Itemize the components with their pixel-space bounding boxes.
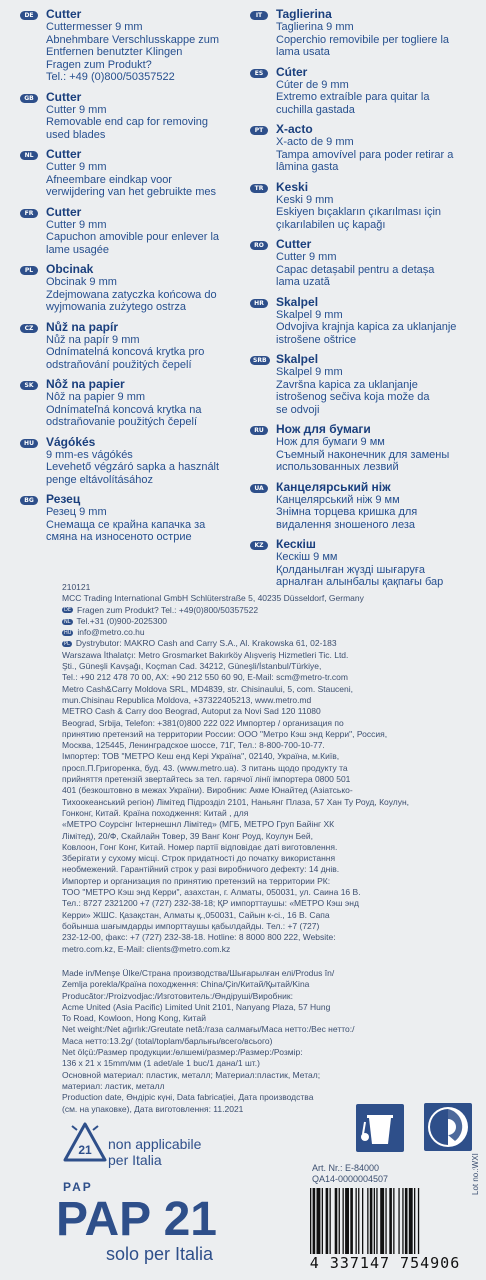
barcode-digits: 4 337147 754906 bbox=[306, 1254, 464, 1272]
contact-line: Импортер и организация по принятию претензий на территории РК: bbox=[62, 875, 331, 886]
language-title: Резец bbox=[46, 492, 81, 506]
language-entry-ua bbox=[250, 481, 486, 532]
language-line: Съемный наконечник для замены bbox=[276, 448, 450, 461]
contact-line: принятию претензий на территории России: ООО "Метро Кэш энд Керри", Россия, bbox=[62, 728, 388, 739]
article-number: Art. Nr.: E-84000 bbox=[312, 1163, 380, 1173]
language-line: Fragen zum Produkt? bbox=[46, 58, 152, 71]
language-badge: SK bbox=[20, 381, 38, 390]
contact-nl-row bbox=[62, 616, 472, 627]
contact-line: Metro Cash&Carry Moldova SRL, MD4839, str. Chisinaului, 5, com. Stauceni, bbox=[62, 683, 354, 694]
language-badge: PL bbox=[20, 266, 38, 275]
barcode-bar bbox=[376, 1188, 377, 1254]
article-info bbox=[312, 1163, 388, 1185]
language-line: Cuttermesser 9 mm bbox=[46, 21, 143, 33]
language-line: Cutter 9 mm bbox=[46, 103, 107, 116]
language-badge: NL bbox=[20, 151, 38, 160]
language-entry-nl bbox=[20, 148, 256, 199]
language-line: Tel.: +49 (0)800/50357522 bbox=[46, 71, 175, 83]
barcode-bar bbox=[339, 1188, 340, 1254]
language-line: Нож для бумаги 9 мм bbox=[276, 436, 385, 448]
language-line: verwijdering van het gebruikte mes bbox=[46, 186, 216, 198]
language-line: Знімна торцева кришка для bbox=[276, 506, 418, 518]
barcode-bar bbox=[393, 1188, 394, 1254]
contact-line: просп.П.Григоренка, буд. 43. (www.metro.ua). З питань щодо продукту та bbox=[62, 762, 348, 773]
language-line: lama usata bbox=[276, 46, 330, 58]
language-line: odstraňování použitých čepelí bbox=[46, 358, 192, 371]
language-line: se odvoji bbox=[276, 403, 320, 416]
language-entry-bg bbox=[20, 493, 256, 544]
language-line: istrošenog sečiva koja može da bbox=[276, 391, 430, 403]
language-line: used blades bbox=[46, 128, 106, 141]
de-badge: DE bbox=[64, 607, 72, 614]
origin-line: To Road, Kowloon, Hong Kong, Китай bbox=[62, 1013, 206, 1024]
barcode-bar bbox=[322, 1188, 323, 1254]
language-line: lame usagée bbox=[46, 243, 109, 256]
green-dot-icon bbox=[424, 1103, 472, 1151]
language-entry-fr bbox=[20, 206, 256, 257]
language-title: Nůž na papír bbox=[46, 319, 119, 334]
contact-line: Гонконг, Китай. Країна походження: Китай , для bbox=[62, 807, 249, 818]
language-entry-sk bbox=[20, 378, 256, 429]
language-title: Канцелярський ніж bbox=[276, 479, 391, 494]
barcode-bar bbox=[405, 1188, 408, 1254]
language-line: Skalpel 9 mm bbox=[276, 308, 343, 321]
contact-line: «МЕТРО Соурсінг Інтернешнл Лімітед» (МГБ, МЕТРО Груп Байінг ХК bbox=[62, 819, 335, 830]
barcode-bar bbox=[310, 1188, 311, 1260]
language-line: Odvojiva krajnja kapica za uklanjanje bbox=[276, 321, 457, 333]
language-line: Coperchio removibile per togliere la bbox=[276, 33, 450, 46]
language-title: Skalpel bbox=[276, 294, 319, 309]
barcode-bar bbox=[385, 1188, 386, 1254]
language-entry-ru bbox=[250, 423, 486, 474]
barcode-bar bbox=[362, 1188, 363, 1254]
language-line: Кескіш 9 мм bbox=[276, 551, 338, 563]
contact-line: Лімітед), 20/Ф, Скайлайн Товер, 39 Ванг Конг Роуд, Коулун Бей, bbox=[62, 830, 314, 841]
language-entry-es bbox=[250, 66, 486, 117]
contact-code: 210121 bbox=[62, 582, 91, 592]
language-line: Abnehmbare Verschlusskappe zum bbox=[46, 33, 220, 46]
language-title: Cutter bbox=[276, 237, 312, 251]
language-badge: IT bbox=[250, 11, 268, 20]
language-entry-pt bbox=[250, 123, 486, 174]
origin-line: Net ölçü:/Размер продукции:/өлшемі/размер:/Размер:/Розмір: bbox=[62, 1047, 303, 1058]
language-line: Cutter 9 mm bbox=[46, 161, 107, 173]
language-line: 9 mm-es vágókés bbox=[46, 448, 133, 461]
language-line: Removable end cap for removing bbox=[46, 116, 209, 128]
article-code: QA14-0000004507 bbox=[312, 1174, 389, 1184]
language-line: Резец 9 mm bbox=[46, 506, 107, 518]
contact-line: mun.Chisinau Republica Moldova, +37322405213, www.metro.md bbox=[62, 694, 312, 705]
language-badge: TR bbox=[250, 184, 268, 193]
language-line: odstraňovanie použitých čepelí bbox=[46, 416, 198, 428]
contact-line: Tel.: +90 212 478 70 00, AX: +90 212 550 60 90, E-Mail: scm@metro-tr.com bbox=[62, 672, 348, 683]
language-badge: RU bbox=[250, 426, 268, 435]
recycling-number: 21 bbox=[78, 1143, 92, 1157]
barcode-bar bbox=[345, 1188, 349, 1254]
language-line: Taglierina 9 mm bbox=[276, 21, 354, 33]
pap-code-small: PAP bbox=[63, 1180, 93, 1194]
contact-company: MCC Trading International GmbH Schlüterstraße 5, 40235 Düsseldorf, Germany bbox=[62, 593, 364, 604]
contact-line: Beograd, Srbija, Telefon: +381(0)800 222 022 Импортер / организация по bbox=[62, 717, 344, 728]
language-line: Nôž na papier 9 mm bbox=[46, 391, 146, 403]
language-line: X-acto de 9 mm bbox=[276, 136, 354, 148]
contact-de-line: Fragen zum Produkt? Tel.: +49(0)800/50357522 bbox=[77, 604, 259, 615]
origin-line: Net weight:/Net ağırlık:/Greutate netă:/газа салмағы/Маса нетто:/Вес нетто:/ bbox=[62, 1024, 355, 1035]
origin-line: Made in/Menşe Ülke/Страна производства/Шығарылған елі/Produs în/ bbox=[62, 968, 335, 978]
origin-line: Producător:/Proizvodjac:/Изготовитель:/Өндіруші/Виробник: bbox=[62, 990, 293, 1001]
origin-line: (см. на упаковке), Дата виготовлення: 11.2021 bbox=[62, 1103, 244, 1114]
solo-per-italia: solo per Italia bbox=[106, 1244, 214, 1264]
language-badge: DE bbox=[20, 11, 38, 20]
origin-line: Основной материал: пластик, металл; Материал:пластик, Метал; bbox=[62, 1069, 321, 1080]
barcode-bar bbox=[389, 1188, 392, 1254]
language-title: Skalpel bbox=[276, 352, 319, 366]
contact-de-row bbox=[62, 605, 472, 616]
language-line: Capuchon amovible pour enlever la bbox=[46, 231, 220, 243]
language-line: istrošene oštrice bbox=[276, 333, 357, 346]
contact-line: необмежений. Гарантійний строк у разі виробничого дефекту: 14 днів. bbox=[62, 864, 340, 875]
barcode-bar bbox=[367, 1188, 368, 1260]
language-line: çıkarılabilen uç kapağı bbox=[276, 218, 386, 231]
origin-line: Acme United (Asia Pacific) Limited Unit 2101, Nanyang Plaza, 57 Hung bbox=[62, 1001, 331, 1012]
language-line: Cutter 9 mm bbox=[46, 218, 107, 231]
barcode-bar bbox=[409, 1188, 413, 1254]
language-entry-gb bbox=[20, 91, 256, 142]
contact-line: Керри» ЖШС. Қазақстан, Алматы қ.,050031, Сайын к-сі., 16 В. Сапа bbox=[62, 909, 330, 920]
language-title: Vágókés bbox=[46, 434, 96, 449]
language-line: Završna kapica za uklanjanje bbox=[276, 378, 418, 391]
contact-hk-row bbox=[62, 627, 472, 638]
barcode-bar bbox=[326, 1188, 329, 1254]
recycling-triangle-icon bbox=[60, 1120, 110, 1178]
language-title: Nôž na papier bbox=[46, 377, 125, 391]
barcode-bar bbox=[356, 1188, 357, 1254]
language-title: Obcinak bbox=[46, 262, 94, 276]
language-line: использованных лезвий bbox=[276, 461, 399, 473]
language-line: lama uzată bbox=[276, 276, 330, 288]
contact-line: Імпортер: ТОВ "МЕТРО Кеш енд Кері Україна", 02140, Україна, м.Київ, bbox=[62, 751, 340, 762]
barcode-bar bbox=[374, 1188, 375, 1254]
language-badge: KZ bbox=[250, 541, 268, 550]
language-line: lâmina gasta bbox=[276, 161, 339, 173]
origin-line: 136 x 21 x 15mm/мм (1 adet/ale 1 buc/1 дана/1 шт.) bbox=[62, 1058, 260, 1069]
contact-hk-line: info@metro.co.hu bbox=[77, 627, 145, 638]
language-entry-pl bbox=[20, 263, 256, 314]
language-badge: PT bbox=[250, 126, 268, 135]
language-entry-hu bbox=[20, 436, 256, 487]
language-line: Канцелярський ніж 9 мм bbox=[276, 493, 400, 506]
language-line: Снемаща се крайна капачка за bbox=[46, 518, 206, 531]
language-line: Eskiyen bıçakların çıkarılması için bbox=[276, 206, 442, 218]
contact-line: Şti., Güneşli Kavşağı, Koçman Cad. 34212, Güneşli/İstanbul/Türkiye, bbox=[62, 661, 322, 672]
contact-line: Тихоокеанський регіон) Лімітед Підрозділ 2101, Наньянг Плаза, 57 Хан Ту Роуд, Коулун, bbox=[62, 796, 410, 807]
language-entry-hr bbox=[250, 296, 486, 347]
language-line: Cúter de 9 mm bbox=[276, 78, 349, 91]
recycling-note-line1: non applicabile bbox=[108, 1136, 202, 1152]
language-line: Қолданылған жүзді шығаруға bbox=[276, 563, 425, 576]
contact-pl-row bbox=[62, 638, 472, 649]
importer-contact-block bbox=[62, 582, 472, 955]
language-line: Obcinak 9 mm bbox=[46, 276, 117, 288]
contact-line: бойынша шағымдарды импорттаушы қабылдайды. Тел.: +7 (727) bbox=[62, 920, 320, 931]
barcode-bar bbox=[380, 1188, 384, 1254]
language-title: Cúter bbox=[276, 64, 308, 79]
language-title: Keski bbox=[276, 179, 309, 194]
language-entry-ro bbox=[250, 238, 486, 289]
language-title: Cutter bbox=[46, 147, 82, 161]
origin-line: Маса нетто:13.2g/ (total/toplam/барлығы/всего/всього) bbox=[62, 1035, 273, 1046]
waste-bin-icon bbox=[356, 1104, 404, 1152]
language-line: Keski 9 mm bbox=[276, 193, 334, 206]
origin-line: Zemlja porekla/Країна походження: China/Çin/Китай/Қытай/Kina bbox=[62, 979, 310, 990]
hu-badge: HU bbox=[64, 629, 72, 636]
languages-left-column bbox=[20, 8, 256, 551]
language-title: Нож для бумаги bbox=[276, 422, 371, 436]
language-badge: CZ bbox=[20, 324, 38, 333]
language-line: Nůž na papír 9 mm bbox=[46, 333, 140, 346]
language-line: cuchilla gastada bbox=[276, 103, 355, 116]
barcode-bar bbox=[358, 1188, 359, 1254]
barcode-bar bbox=[343, 1188, 344, 1254]
barcode-bar bbox=[402, 1188, 403, 1254]
language-badge: BG bbox=[20, 496, 38, 505]
language-line: Levehető végzáró sapka a használt bbox=[46, 461, 220, 473]
nl-badge: NL bbox=[64, 618, 71, 625]
barcode-bar bbox=[317, 1188, 321, 1254]
language-line: смяна на износеното острие bbox=[46, 531, 192, 543]
recycling-note bbox=[108, 1136, 201, 1168]
language-entry-kz bbox=[250, 538, 486, 589]
origin-block bbox=[62, 968, 472, 1115]
contact-lines bbox=[62, 650, 472, 955]
language-line: wyjmowania zużytego ostrza bbox=[46, 301, 187, 313]
language-title: X-acto bbox=[276, 122, 313, 136]
language-badge: HU bbox=[20, 439, 38, 448]
contact-pl-line: Dystrybutor: MAKRO Cash and Carry S.A., Al. Krakowska 61, 02-183 bbox=[75, 638, 337, 649]
language-line: Cutter 9 mm bbox=[276, 251, 337, 263]
contact-line: ТОО "МЕТРО Кэш энд Керри", азахстан, г. Алматы, 050031, ул. Саина 16 В. bbox=[62, 887, 361, 898]
language-entry-tr bbox=[250, 181, 486, 232]
origin-line: материал: ластик, металл bbox=[62, 1080, 165, 1091]
lot-number: Lot no.:WXI bbox=[471, 1153, 480, 1195]
language-line: Capac detașabil pentru a detașa bbox=[276, 263, 435, 276]
barcode-bar bbox=[370, 1188, 373, 1254]
language-title: Taglierina bbox=[276, 7, 332, 21]
contact-line: Москва, 125445, Ленинградское шоссе, 71Г, Тел.: 8-800-700-10-77. bbox=[62, 740, 325, 751]
contact-line: METRO Cash & Carry doo Beograd, Autoput za Novi Sad 120 11080 bbox=[62, 706, 321, 717]
barcode-bar bbox=[414, 1188, 415, 1260]
language-line: Zdejmowana zatyczka końcowa do bbox=[46, 288, 217, 301]
pap-code-big: PAP 21 bbox=[56, 1193, 217, 1246]
language-badge: GB bbox=[20, 94, 38, 103]
contact-nl-line: Tel.+31 (0)900-2025300 bbox=[76, 615, 168, 626]
language-badge: ES bbox=[250, 69, 268, 78]
language-badge: SRB bbox=[250, 356, 270, 365]
languages-right-column bbox=[250, 8, 486, 596]
contact-line: Warszawa İthalatçı: Metro Grosmarket Bakırköy Alışveriş Hizmetleri Tic. Ltd. bbox=[62, 649, 349, 660]
contact-line: Ковлоон, Гонг Конг, Китай. Номер партії відповідає даті виготовлення. bbox=[62, 841, 338, 852]
barcode-bar bbox=[335, 1188, 338, 1254]
pl-badge: PL bbox=[64, 641, 70, 648]
language-entry-cz bbox=[20, 321, 256, 372]
language-entry-srb bbox=[250, 353, 486, 416]
contact-line: 232-12-00, факс: +7 (727) 232-38-18. Hotline: 8 8000 800 222, Website: bbox=[62, 932, 336, 943]
language-line: арналған алынбалы қақпағы бар bbox=[276, 576, 444, 588]
contact-line: Тел.: 8727 2321200 +7 (727) 232-38-18; ҚР импорттаушы: «МЕТРО Кэш энд bbox=[62, 898, 359, 909]
language-title: Cutter bbox=[46, 89, 82, 104]
language-title: Cutter bbox=[46, 7, 82, 21]
language-line: Skalpel 9 mm bbox=[276, 366, 343, 378]
language-line: видалення зношеного леза bbox=[276, 518, 415, 531]
contact-line: прийняття претензій звертайтесь за тел. гарячої лінії імпортера 0800 501 bbox=[62, 774, 351, 785]
contact-line: metro.com.kz, E-Mail: clients@metro.com.kz bbox=[62, 943, 231, 954]
language-line: Odnímateľná koncová krytka na bbox=[46, 403, 202, 416]
language-title: Кескіш bbox=[276, 537, 316, 551]
barcode-bar bbox=[350, 1188, 353, 1254]
language-badge: RO bbox=[250, 241, 268, 250]
language-entry-it bbox=[250, 8, 486, 59]
barcode-bar bbox=[418, 1188, 419, 1260]
barcode-bar bbox=[330, 1188, 331, 1254]
barcode-bar bbox=[398, 1188, 399, 1254]
language-badge: UA bbox=[250, 484, 268, 493]
contact-line: Зберігати у сухому місці. Строк придатності до початку використання bbox=[62, 853, 336, 864]
language-line: Entfernen benutzter Klingen bbox=[46, 46, 183, 58]
origin-line: Production date, Өндіріс күні, Data fabricației, Дата производства bbox=[62, 1092, 314, 1103]
language-line: Extremo extraíble para quitar la bbox=[276, 91, 430, 103]
language-title: Cutter bbox=[46, 204, 82, 219]
language-line: Afneembare eindkap voor bbox=[46, 173, 172, 186]
language-line: Odnímatelná koncová krytka pro bbox=[46, 346, 205, 358]
contact-line: 401 (безкоштовно в межах України). Виробник: Акме Юнайтед (Азіатсько- bbox=[62, 785, 353, 796]
language-badge: FR bbox=[20, 209, 38, 218]
barcode-bar bbox=[313, 1188, 316, 1260]
language-line: Tampa amovível para poder retirar a bbox=[276, 148, 454, 161]
language-line: penge eltávolításához bbox=[46, 473, 154, 486]
language-entry-de bbox=[20, 8, 256, 84]
language-badge: HR bbox=[250, 299, 268, 308]
recycling-note-line2: per Italia bbox=[108, 1152, 162, 1168]
